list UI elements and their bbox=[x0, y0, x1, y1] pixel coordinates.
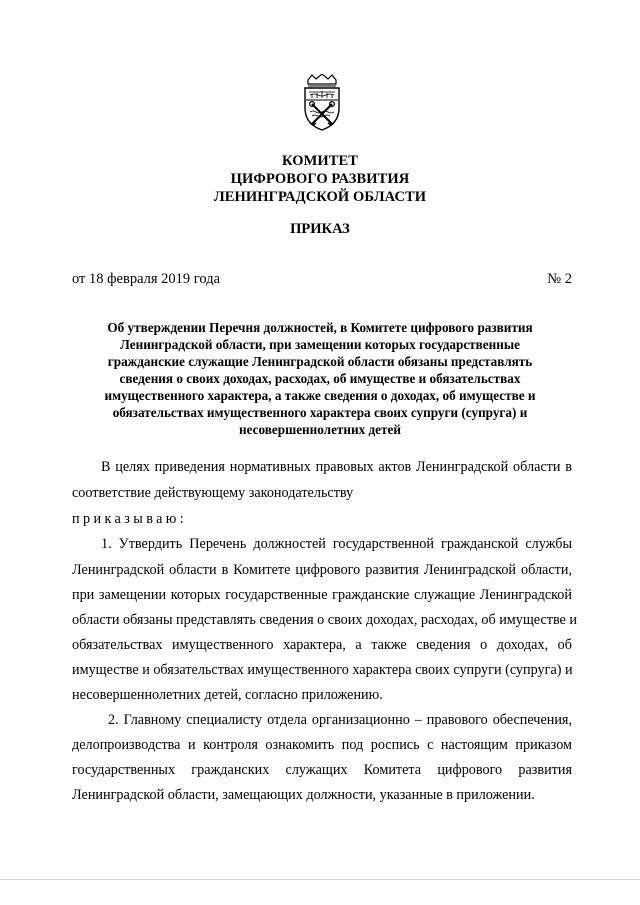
document-title-line: Об утверждении Перечня должностей, в Комитете цифрового развития bbox=[107, 320, 533, 335]
document-title-line: обязательствах имущественного характера своих супруги (супруга) и bbox=[112, 405, 528, 420]
coat-of-arms-icon bbox=[300, 74, 344, 132]
document-title-line: несовершеннолетних детей bbox=[239, 422, 401, 437]
item-1-line: обязательствах имущественного характера, а также сведения о доходах, об bbox=[72, 637, 572, 653]
page-bottom-divider bbox=[0, 879, 640, 880]
document-date: от 18 февраля 2019 года bbox=[72, 271, 221, 287]
document-title-line: имущественного характера, а также сведения о доходах, об имуществе и bbox=[104, 388, 536, 403]
item-2-line: делопроизводства и контроля ознакомить под роспись с настоящим приказом bbox=[72, 737, 572, 753]
item-1-line: несовершеннолетних детей, согласно приложению. bbox=[72, 687, 383, 703]
item-1-line: имуществе и обязательствах имущественного характера своих супруги (супруга) и bbox=[72, 662, 573, 678]
item-2-line: Ленинградской области, замещающих должности, указанные в приложении. bbox=[72, 787, 535, 803]
preamble-line: В целях приведения нормативных правовых актов Ленинградской области в bbox=[101, 459, 572, 475]
document-title-line: гражданские служащие Ленинградской области обязаны представлять bbox=[107, 354, 533, 369]
item-1-line: области обязаны представлять сведения о своих доходах, расходах, об имуществе и bbox=[72, 612, 577, 628]
document-type: ПРИКАЗ bbox=[290, 221, 350, 237]
order-word: приказываю: bbox=[72, 511, 188, 527]
item-1-line: Ленинградской области в Комитете цифрового развития Ленинградской области, bbox=[72, 562, 572, 578]
document-number: № 2 bbox=[547, 271, 572, 287]
org-name-line: ЛЕНИНГРАДСКОЙ ОБЛАСТИ bbox=[213, 189, 427, 205]
org-name-line: КОМИТЕТ bbox=[281, 153, 359, 169]
item-2-line: государственных гражданских служащих Комитета цифрового развития bbox=[72, 762, 572, 778]
preamble-line: соответствие действующему законодательству bbox=[72, 485, 354, 501]
item-1-line: 1. Утвердить Перечень должностей государственной гражданской службы bbox=[101, 536, 572, 552]
org-name-line: ЦИФРОВОГО РАЗВИТИЯ bbox=[230, 171, 410, 187]
item-2-line: 2. Главному специалисту отдела организационно – правового обеспечения, bbox=[108, 712, 572, 728]
document-title-line: Ленинградской области, при замещении которых государственные bbox=[120, 337, 520, 352]
document-title-line: сведения о своих доходах, расходах, об имуществе и обязательствах bbox=[119, 371, 521, 386]
item-1-line: при замещении которых государственные гражданские служащие Ленинградской bbox=[72, 587, 572, 603]
